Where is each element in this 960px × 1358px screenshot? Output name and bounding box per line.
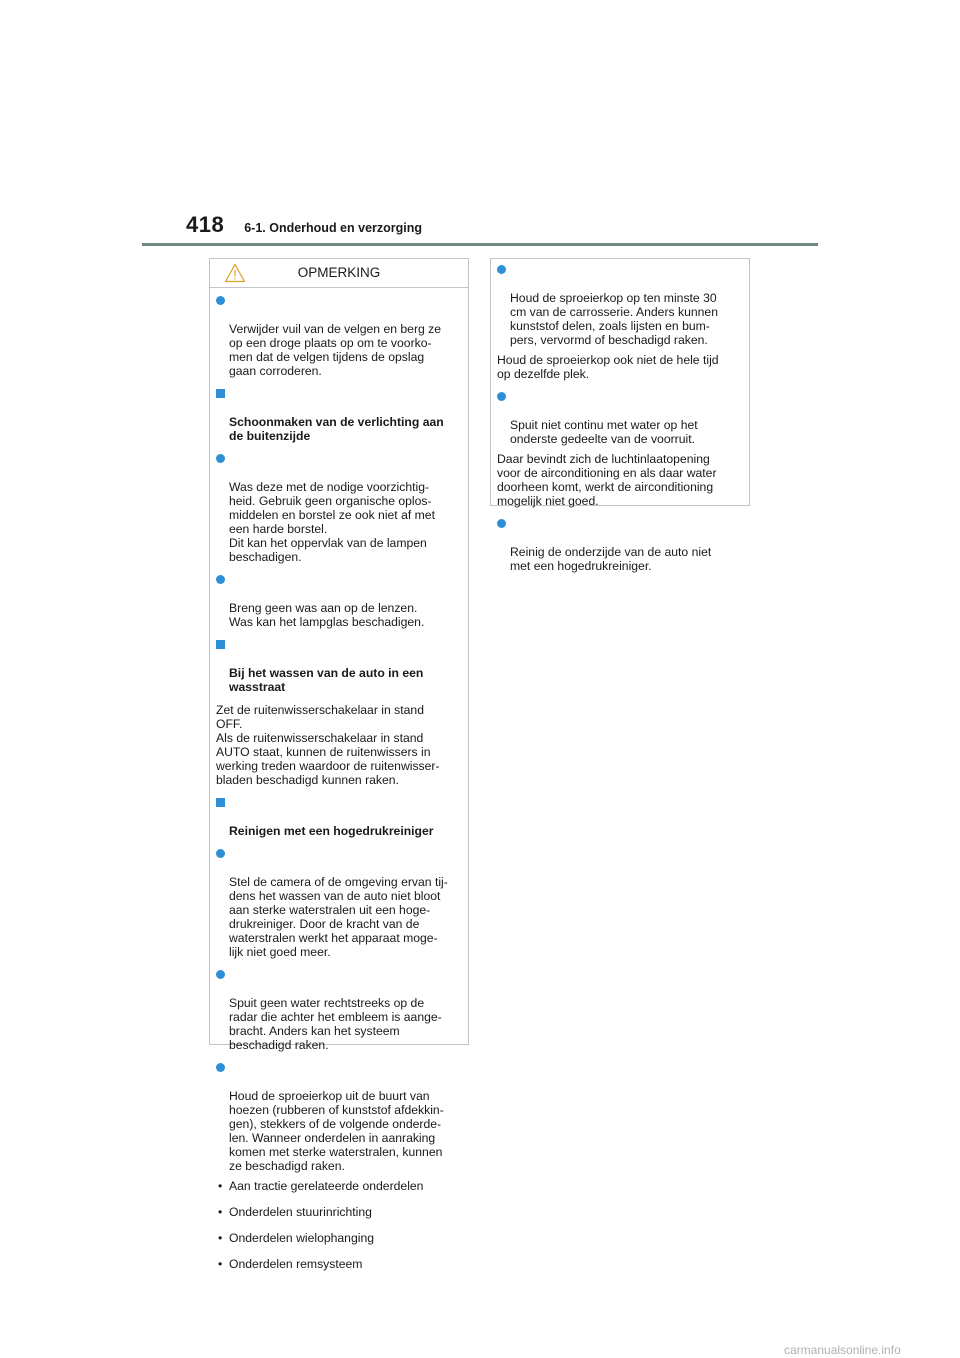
- notice-item: Houd de sproeierkop uit de buurt van hoezen (rubberen of kunststof afdekkin- gen), stekkers of de volgende onderde- len. Wanneer onderdelen in aanraking komen met sterke waterstralen, kunnen ze beschadigd raken.: [216, 1061, 462, 1173]
- bullet-dot-icon: [216, 849, 225, 858]
- section-title: 6-1. Onderhoud en verzorging: [244, 221, 423, 235]
- notice-heading: [210, 259, 468, 288]
- bullet-dot-icon: [216, 575, 225, 584]
- bullet-dot-icon: [497, 392, 506, 401]
- bullet-dot-icon: [497, 265, 506, 274]
- paragraph: Daar bevindt zich de luchtinlaatopening voor de airconditioning en als daar water doorheen komt, werkt de airconditioning mogelijk niet goed.: [497, 452, 717, 508]
- notice-item: Stel de camera of de omgeving ervan tij- dens het wassen van de auto niet bloot aan sterke waterstralen uit een hoge- drukreiniger. Door de kracht van de waterstralen werkt het apparaat moge- lijk niet goed meer.: [216, 847, 462, 959]
- page-number: 418: [186, 212, 225, 237]
- list-item: • Onderdelen stuurinrichting: [218, 1205, 372, 1219]
- notice-item: Spuit geen water rechtstreeks op de radar die achter het embleem is aange- bracht. Anders kan het systeem beschadigd raken.: [216, 968, 462, 1052]
- header-rule: [142, 243, 818, 246]
- list-item: • Onderdelen remsysteem: [218, 1257, 363, 1271]
- notice-body: [210, 288, 468, 1271]
- page-header: [186, 212, 422, 238]
- subheading: Bij het wassen van de auto in een wasstraat: [216, 638, 462, 694]
- bullet-dot-icon: [497, 519, 506, 528]
- list-item: • Onderdelen wielophanging: [218, 1231, 375, 1245]
- bullet-dot-icon: [216, 454, 225, 463]
- bullet-square-icon: [216, 640, 225, 649]
- subheading: Reinigen met een hogedrukreiniger: [216, 796, 462, 838]
- list-marker: •: [218, 1231, 223, 1245]
- bullet-dot-icon: [216, 1063, 225, 1072]
- notice-item: Breng geen was aan op de lenzen. Was kan het lampglas beschadigen.: [216, 573, 462, 629]
- notice-box: [209, 258, 469, 1271]
- notice-item: Verwijder vuil van de velgen en berg ze op een droge plaats op om te voorko- men dat de velgen tijdens de opslag gaan corroderen.: [216, 294, 462, 378]
- subheading: Schoonmaken van de verlichting aan de buitenzijde: [216, 387, 462, 443]
- notice-item: Reinig de onderzijde van de auto niet met een hogedrukreiniger.: [497, 517, 743, 573]
- notice-body: [491, 259, 749, 573]
- paragraph: Houd de sproeierkop ook niet de hele tijd op dezelfde plek.: [497, 353, 719, 381]
- notice-item: Houd de sproeierkop op ten minste 30 cm van de carrosserie. Anders kunnen kunststof delen, zoals lijsten en bum- pers, vervormd of beschadigd raken.: [497, 263, 743, 347]
- bullet-square-icon: [216, 389, 225, 398]
- list-marker: •: [218, 1205, 223, 1219]
- notice-item: Was deze met de nodige voorzichtig- heid. Gebruik geen organische oplos- middelen en borstel ze ook niet af met een harde borstel. Dit kan het oppervlak van de lampen beschadigen.: [216, 452, 462, 564]
- notice-item: Spuit niet continu met water op het onderste gedeelte van de voorruit.: [497, 390, 743, 446]
- notice-title: OPMERKING: [297, 265, 381, 280]
- watermark: carmanualsonline.info: [784, 1343, 901, 1357]
- paragraph: Zet de ruitenwisserschakelaar in stand OFF. Als de ruitenwisserschakelaar in stand AUTO staat, kunnen de ruitenwissers in werking treden waardoor de ruitenwisser- bladen beschadigd kunnen raken.: [216, 703, 440, 787]
- list-marker: •: [218, 1257, 223, 1271]
- bullet-dot-icon: [216, 970, 225, 979]
- bullet-dot-icon: [216, 296, 225, 305]
- warning-triangle-icon: [224, 263, 246, 283]
- list-marker: •: [218, 1179, 223, 1193]
- list-item: • Aan tractie gerelateerde onderdelen: [218, 1179, 424, 1193]
- bullet-square-icon: [216, 798, 225, 807]
- notice-box-continued: [490, 258, 750, 573]
